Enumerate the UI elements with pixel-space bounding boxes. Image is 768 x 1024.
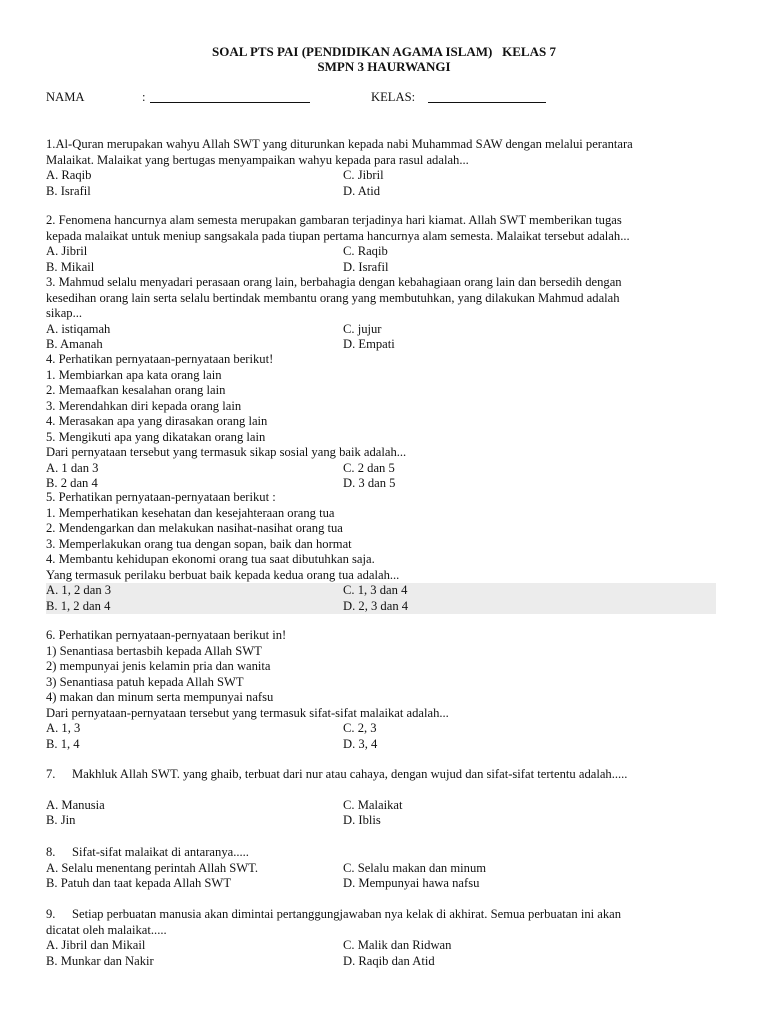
answer-options [46,461,716,492]
question-text-line: 3. Mahmud selalu menyadari perasaan orang lain, berbahagia dengan kebahagiaan orang lain dan bersedih dengan [46,275,622,289]
statement-line: 2) mempunyai jenis kelamin pria dan wanita [46,659,271,673]
question-text-line [46,845,716,861]
option-d[interactable]: D. Atid [343,183,381,198]
option-b[interactable]: B. Jin [46,813,76,827]
question-text-line: 4. Perhatikan pernyataan-pernyataan berikut! [46,352,274,366]
question-text-line: Dari pernyataan tersebut yang termasuk sikap sosial yang baik adalah... [46,445,407,459]
statement-line: 3. Memperlakukan orang tua dengan sopan, baik dan hormat [46,536,352,551]
option-a[interactable]: A. 1 dan 3 [46,460,99,475]
question-text-line: 2. Fenomena hancurnya alam semesta merupakan gambaran terjadinya hari kiamat. Allah SWT memberikan tugas [46,213,622,227]
option-a[interactable]: A. 1, 2 dan 3 [46,583,112,597]
answer-options [46,244,716,275]
answer-options [46,798,716,829]
question-text-line: Dari pernyataan-pernyataan tersebut yang termasuk sifat-sifat malaikat adalah... [46,705,449,720]
question-text-line [46,767,716,783]
statement-line: 4. Merasakan apa yang dirasakan orang lain [46,414,268,428]
exam-header [0,44,768,74]
option-c[interactable]: C. Raqib [343,244,388,258]
question-8 [46,845,716,892]
question-text: Makhluk Allah SWT. yang ghaib, terbuat dari nur atau cahaya, dengan wujud dan sifat-sifat tertentu adalah..... [72,767,628,781]
option-a[interactable]: A. Raqib [46,168,92,182]
option-b[interactable]: B. Munkar dan Nakir [46,953,154,968]
question-text-line: Yang termasuk perilaku berbuat baik kepada kedua orang tua adalah... [46,567,400,582]
statement-line: 3. Merendahkan diri kepada orang lain [46,398,242,413]
option-d[interactable]: D. 3, 4 [343,736,378,751]
option-a[interactable]: A. 1, 3 [46,721,81,735]
kelas-label: KELAS: [371,90,416,104]
school-name: SMPN 3 HAURWANGI [317,59,451,74]
option-d[interactable]: D. 3 dan 5 [343,476,396,490]
option-c[interactable]: C. Selalu makan dan minum [343,860,487,875]
student-identity-line [46,90,746,106]
question-2 [46,213,716,275]
question-4 [46,352,716,492]
option-b[interactable]: B. 1, 4 [46,736,80,751]
option-d[interactable]: D. Israfil [343,259,389,274]
answer-options [46,721,716,752]
option-b[interactable]: B. Patuh dan taat kepada Allah SWT [46,876,232,890]
question-text-line: kesedihan orang lain serta selalu bertindak membantu orang yang membutuhkan, yang dilakukan Mahmud adalah [46,290,620,305]
option-c[interactable]: C. Malik dan Ridwan [343,938,452,952]
answer-options [46,861,716,892]
question-text: Setiap perbuatan manusia akan dimintai pertanggungjawaban nya kelak di akhirat. Semua perbuatan ini akan [72,907,622,921]
statement-line: 2. Mendengarkan dan melakukan nasihat-nasihat orang tua [46,521,343,535]
option-b[interactable]: B. 1, 2 dan 4 [46,598,111,613]
option-c[interactable]: C. 1, 3 dan 4 [343,583,408,597]
option-b[interactable]: B. Israfil [46,183,91,198]
option-b[interactable]: B. 2 dan 4 [46,476,98,490]
question-text-line: 6. Perhatikan pernyataan-pernyataan berikut in! [46,628,287,642]
question-text-line: 5. Perhatikan pernyataan-pernyataan berikut : [46,490,276,504]
question-number: 9. [46,907,56,921]
exam-title: SOAL PTS PAI (PENDIDIKAN AGAMA ISLAM) KELAS 7 [212,44,556,59]
question-6 [46,628,716,752]
question-9 [46,907,716,969]
option-c[interactable]: C. Jibril [343,168,384,182]
option-d[interactable]: D. 2, 3 dan 4 [343,598,409,613]
statement-line: 1. Membiarkan apa kata orang lain [46,367,222,382]
nama-colon: : [142,90,146,104]
option-d[interactable]: D. Raqib dan Atid [343,953,435,968]
question-5 [46,490,716,614]
answer-options [46,583,716,614]
option-d[interactable]: D. Iblis [343,813,381,827]
option-b[interactable]: B. Amanah [46,337,103,351]
question-text-line: 1.Al-Quran merupakan wahyu Allah SWT yang diturunkan kepada nabi Muhammad SAW dengan melalui perantara [46,137,633,151]
option-a[interactable]: A. Jibril [46,244,88,258]
statement-line: 5. Mengikuti apa yang dikatakan orang lain [46,429,266,444]
option-c[interactable]: C. Malaikat [343,797,403,812]
option-b[interactable]: B. Mikail [46,259,95,274]
question-1 [46,137,716,199]
answer-options [46,938,716,969]
answer-options [46,322,716,353]
question-7 [46,767,716,829]
statement-line: 1. Memperhatikan kesehatan dan kesejahteraan orang tua [46,505,335,520]
statement-line: 4. Membantu kehidupan ekonomi orang tua saat dibutuhkan saja. [46,552,375,566]
option-d[interactable]: D. Empati [343,337,395,351]
option-a[interactable]: A. Selalu menentang perintah Allah SWT. [46,860,259,875]
option-c[interactable]: C. jujur [343,321,382,336]
question-text-line [46,907,716,923]
nama-label: NAMA [46,90,85,104]
statement-line: 1) Senantiasa bertasbih kepada Allah SWT [46,643,262,658]
question-number: 8. [46,845,56,859]
question-3 [46,275,716,353]
answer-options [46,168,716,199]
question-text-line: kepada malaikat untuk meniup sangsakala pada tiupan pertama hancurnya alam semesta. Malaikat tersebut adalah... [46,228,630,243]
option-d[interactable]: D. Mempunyai hawa nafsu [343,876,480,890]
statement-line: 3) Senantiasa patuh kepada Allah SWT [46,674,244,689]
question-text: Sifat-sifat malaikat di antaranya..... [72,845,249,859]
question-number: 7. [46,767,56,781]
option-c[interactable]: C. 2 dan 5 [343,460,395,475]
question-text-line: Malaikat. Malaikat yang bertugas menyampaikan wahyu kepada para rasul adalah... [46,152,469,167]
question-text-line: dicatat oleh malaikat..... [46,922,167,937]
statement-line: 4) makan dan minum serta mempunyai nafsu [46,690,274,704]
option-a[interactable]: A. istiqamah [46,321,111,336]
statement-line: 2. Memaafkan kesalahan orang lain [46,383,226,397]
option-c[interactable]: C. 2, 3 [343,721,377,735]
option-a[interactable]: A. Jibril dan Mikail [46,938,146,952]
question-text-line: sikap... [46,306,83,320]
option-a[interactable]: A. Manusia [46,797,105,812]
